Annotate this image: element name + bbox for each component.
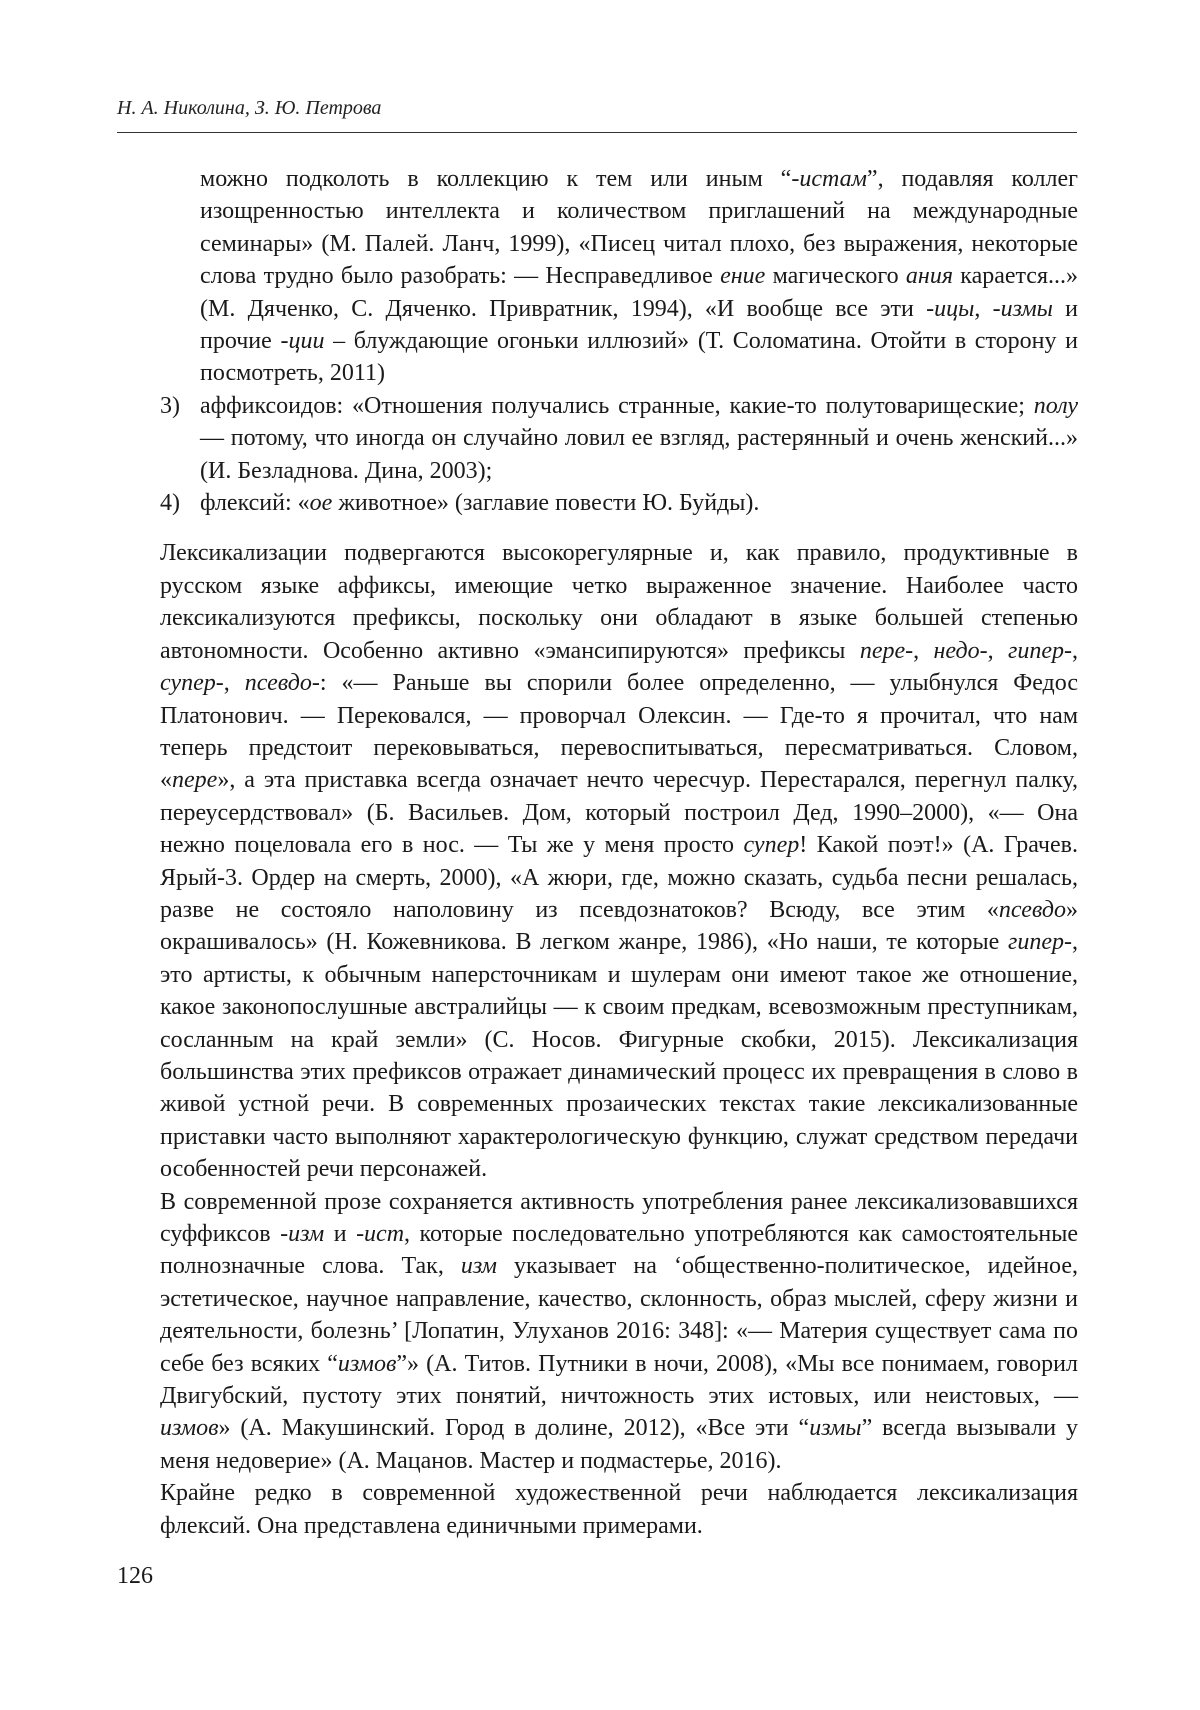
paragraph: Лексикализации подвергаются высокорегулярные и, как правило, продуктивные в русском языке аффиксы, имеющие четко выраженное значение. Наиболее часто лексикализуются префиксы, поскольку они обладают в языке большей степенью автономности. Особенно активно «эмансипируются» префиксы пере-, недо-, гипер-, супер-, псевдо-: «— Раньше вы спорили более определенно, — улыбнулся Федос Платонович. — Перековался, — проворчал Олексин. — Где-то я прочитал, что нам теперь предстоит перековываться, перевоспитываться, пересматриваться. Словом, «пере», а эта приставка всегда означает нечто чересчур. Перестарался, перегнул палку, переусердствовал» (Б. Васильев. Дом, который построил Дед, 1990–2000), «— Она нежно поцеловала его в нос. — Ты же у меня просто супер! Какой поэт!» (А. Грачев. Ярый-3. Ордер на смерть, 2000), «А жюри, где, можно сказать, судьба песни решалась, разве не состояло наполовину из псевдознатоков? Всюду, все этим «псевдо» окрашивалось» (Н. Кожевникова. В легком жанре, 1986), «Но наши, те которые гипер-, это артисты, к обычным наперсточникам и шулерам они имеют такое же отношение, какое законопослушные австралийцы — к своим предкам, всевозможным преступникам, сосланным на край земли» (С. Носов. Фигурные скобки, 2015). Лексикализация большинства этих префиксов отражает динамический процесс их превращения в слово в живой устной речи. В современных прозаических текстах такие лексикализованные приставки часто выполняют характерологическую функцию, служат средством передачи особенностей речи персонажей. [160, 540, 1079, 1183]
list-item: 4) флексий: «ое животное» (заглавие повести Ю. Буйды). [160, 487, 1078, 519]
page-number: 126 [117, 1563, 153, 1589]
list-number: 3) [160, 392, 180, 419]
continuation-text: можно подколоть в коллекцию к тем или иным “-истам”, подавляя коллег изощренностью интеллекта и количеством приглашений на международные семинары» (М. Палей. Ланч, 1999), «Писец читал плохо, без выражения, некоторые слова трудно было разобрать: — Несправедливое ение магического ания карается...» (М. Дяченко, С. Дяченко. Привратник, 1994), «И вообще все эти -ицы, -измы и прочие -ции – блуждающие огоньки иллюзий» (Т. Соломатина. Отойти в сторону и посмотреть, 2011) [200, 166, 1079, 387]
running-head: Н. А. Николина, З. Ю. Петрова [117, 97, 382, 119]
paragraph: Крайне редко в современной художественной речи наблюдается лексикализация флексий. Она представлена единичными примерами. [160, 1480, 1078, 1539]
list-item: 3) аффиксоидов: «Отношения получались странные, какие-то полутоварищеские; полу — потому, что иногда он случайно ловил ее взгляд, растерянный и очень женский...» (И. Безладнова. Дина, 2003); [160, 390, 1078, 487]
paragraph: В современной прозе сохраняется активность употребления ранее лексикализовавшихся суффиксов -изм и -ист, которые последовательно употребляются как самостоятельные полнозначные слова. Так, изм указывает на ‘общественно-политическое, идейное, эстетическое, научное направление, качество, склонность, образ мыслей, сферу жизни и деятельности, болезнь’ [Лопатин, Улуханов 2016: 348]: «— Материя существует сама по себе без всяких “измов”» (А. Титов. Путники в ночи, 2008), «Мы все понимаем, говорил Двигубский, пустоту этих понятий, ничтожность этих истовых, или неистовых, — измов» (А. Макушинский. Город в долине, 2012), «Все эти “измы” всегда вызывали у меня недоверие» (А. Мацанов. Мастер и подмастерье, 2016). [160, 1188, 1079, 1474]
quote-continuation [160, 163, 1078, 390]
header-rule [117, 132, 1077, 133]
page-body [160, 163, 1078, 1542]
list-number: 4) [160, 490, 180, 517]
